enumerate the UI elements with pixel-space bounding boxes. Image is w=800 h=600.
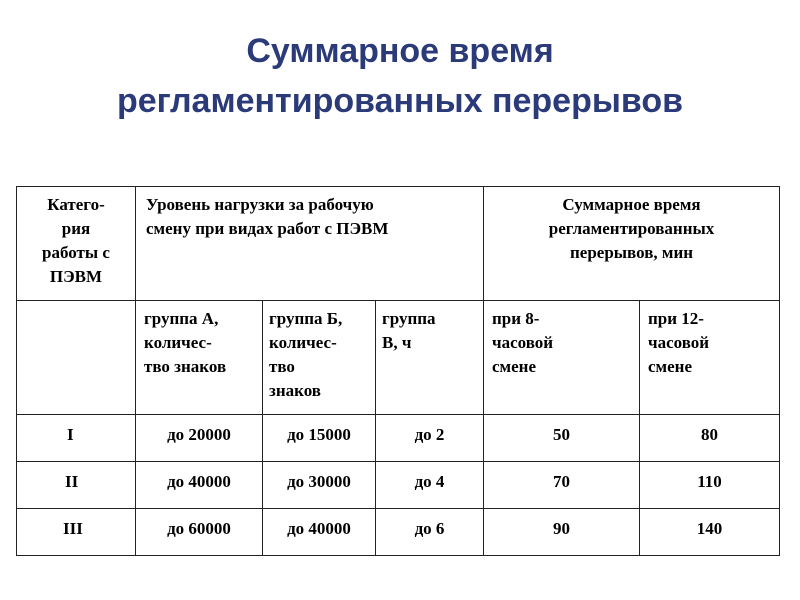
subheader-shift8-line: при 8- [492,309,540,328]
table-subheader-row [17,301,780,415]
subheader-shift12-line: часовой [648,333,710,352]
slide-title-line-2: регламентированных перерывов [116,82,684,120]
header-load-line: Уровень нагрузки за рабочую [146,195,374,214]
subheader-empty-cell [17,301,136,415]
header-load-line: смену при видах работ с ПЭВМ [146,219,389,238]
subheader-shift8-cell [484,301,640,415]
header-load-cell [136,187,484,301]
subheader-group-a-line: группа А, [144,309,219,328]
subheader-group-a-line: количес- [144,333,212,352]
group-a-cell: до 60000 [136,509,263,556]
break-time-table [16,186,780,556]
shift8-cell: 70 [484,462,640,509]
shift12-cell: 110 [640,462,780,509]
header-total-line: регламентированных [548,219,715,238]
header-total-line: перерывов, мин [569,243,694,262]
group-b-cell: до 30000 [263,462,376,509]
header-category-line: рия [61,219,91,238]
category-cell: I [17,415,136,462]
group-a-cell: до 40000 [136,462,263,509]
subheader-group-b-line: группа Б, [269,309,343,328]
header-total-line: Суммарное время [562,195,701,214]
table-header-row [17,187,780,301]
group-b-cell: до 40000 [263,509,376,556]
header-category-line: Катего- [47,195,105,214]
header-category-cell [17,187,136,301]
subheader-group-a-cell [136,301,263,415]
subheader-group-v-line: В, ч [382,333,412,352]
subheader-group-b-line: тво [269,357,295,376]
group-v-cell: до 6 [376,509,484,556]
subheader-shift12-cell [640,301,780,415]
slide-title [0,26,800,126]
subheader-shift8-line: смене [492,357,537,376]
table-row [17,509,780,556]
group-v-cell: до 4 [376,462,484,509]
header-category-line: ПЭВМ [49,267,103,286]
subheader-group-b-line: знаков [269,381,321,400]
subheader-group-v-cell [376,301,484,415]
category-cell: II [17,462,136,509]
subheader-group-v-line: группа [382,309,436,328]
subheader-shift12-line: смене [648,357,693,376]
header-total-cell [484,187,780,301]
shift8-cell: 90 [484,509,640,556]
group-a-cell: до 20000 [136,415,263,462]
group-b-cell: до 15000 [263,415,376,462]
header-category-line: работы с [42,243,110,262]
subheader-group-a-line: тво знаков [144,357,227,376]
table-row [17,415,780,462]
group-v-cell: до 2 [376,415,484,462]
table-row [17,462,780,509]
category-cell: III [17,509,136,556]
slide-title-line-1: Суммарное время [246,32,554,70]
shift8-cell: 50 [484,415,640,462]
subheader-group-b-line: количес- [269,333,337,352]
shift12-cell: 140 [640,509,780,556]
subheader-shift8-line: часовой [492,333,554,352]
subheader-group-b-cell [263,301,376,415]
subheader-shift12-line: при 12- [648,309,704,328]
shift12-cell: 80 [640,415,780,462]
